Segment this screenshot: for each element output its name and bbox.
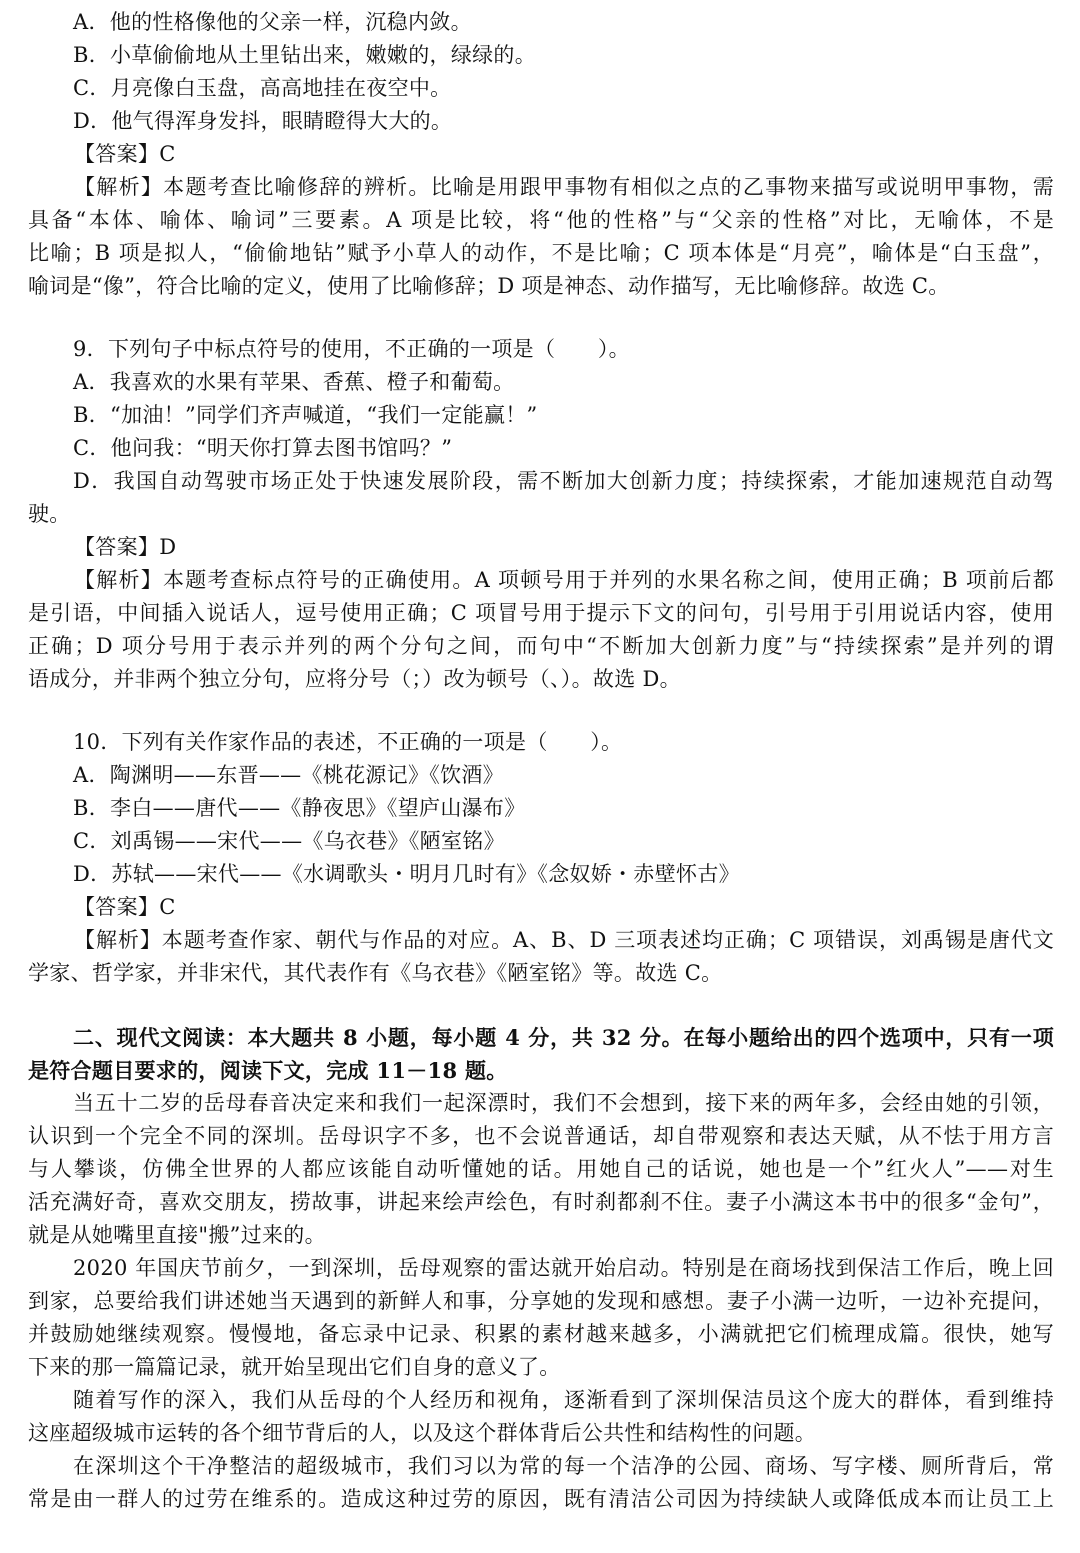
analysis-line: 比喻；B 项是拟人，“偷偷地钻”赋予小草人的动作，不是比喻；C 项本体是“月亮”，喻体是“白玉盘”， <box>28 241 1054 265</box>
question-10 <box>28 726 1054 990</box>
question-9 <box>28 333 1054 696</box>
answer: 【答案】C <box>74 895 176 919</box>
option-d: D．我国自动驾驶市场正处于快速发展阶段，需不断加大创新力度；持续探索，才能加速规范自动驾 <box>73 469 1054 493</box>
paragraph-line: 常是由一群人的过劳在维系的。造成这种过劳的原因，既有清洁公司因为持续缺人或降低成本而让员工上 <box>28 1487 1054 1511</box>
question-stem: 9．下列句子中标点符号的使用，不正确的一项是（ ）。 <box>73 337 630 361</box>
option-b: B．小草偷偷地从土里钻出来，嫩嫩的，绿绿的。 <box>73 43 537 67</box>
option-b: B．“加油！”同学们齐声喊道，“我们一定能赢！” <box>73 403 538 427</box>
option-c: C．他问我：“明天你打算去图书馆吗？” <box>73 436 453 460</box>
question-8 <box>28 6 1054 303</box>
section-2 <box>28 1021 1054 1516</box>
analysis-line: 喻词是“像”，符合比喻的定义，使用了比喻修辞；D 项是神态、动作描写，无比喻修辞。故选 C。 <box>28 274 950 298</box>
reading-paragraph <box>28 1450 1054 1516</box>
option-c: C．刘禹锡——宋代——《乌衣巷》《陋室铭》 <box>73 829 505 853</box>
option-d: D．他气得浑身发抖，眼睛瞪得大大的。 <box>73 109 453 133</box>
option-a: A．他的性格像他的父亲一样，沉稳内敛。 <box>73 10 472 34</box>
analysis-line: 语成分，并非两个独立分句，应将分号（；）改为顿号（、）。故选 D。 <box>28 667 681 691</box>
paragraph-line: 在深圳这个干净整洁的超级城市，我们习以为常的每一个洁净的公园、商场、写字楼、厕所背后，常 <box>73 1454 1054 1478</box>
answer: 【答案】D <box>74 535 177 559</box>
analysis-line: 【解析】本题考查标点符号的正确使用。A 项顿号用于并列的水果名称之间，使用正确；B 项前后都 <box>74 568 1054 592</box>
analysis-line: 具备“本体、喻体、喻词”三要素。A 项是比较，将“他的性格”与“父亲的性格”对比，无喻体，不是 <box>28 208 1054 232</box>
spacer <box>28 696 1054 726</box>
section-heading: 二、现代文阅读：本大题共 8 小题，每小题 4 分，共 32 分。在每小题给出的四个选项中，只有一项 <box>73 1025 1054 1050</box>
paragraph-line: 当五十二岁的岳母春音决定来和我们一起深漂时，我们不会想到，接下来的两年多，会经由她的引领， <box>73 1091 1054 1115</box>
spacer <box>28 990 1054 1021</box>
document-page <box>28 6 1054 1516</box>
paragraph-line: 到家，总要给我们讲述她当天遇到的新鲜人和事，分享她的发现和感想。妻子小满一边听，一边补充提问， <box>28 1289 1054 1313</box>
analysis-line: 学家、哲学家，并非宋代，其代表作有《乌衣巷》《陋室铭》等。故选 C。 <box>28 961 723 985</box>
analysis-line: 是引语，中间插入说话人，逗号使用正确；C 项冒号用于提示下文的问句，引号用于引用说话内容，使用 <box>28 601 1054 625</box>
paragraph-line: 就是从她嘴里直接"搬”过来的。 <box>28 1223 326 1247</box>
option-a: A．我喜欢的水果有苹果、香蕉、橙子和葡萄。 <box>73 370 515 394</box>
paragraph-line: 这座超级城市运转的各个细节背后的人，以及这个群体背后公共性和结构性的问题。 <box>28 1421 817 1445</box>
option-d-continued: 驶。 <box>28 502 71 526</box>
option-d: D．苏轼——宋代——《水调歌头・明月几时有》《念奴娇・赤壁怀古》 <box>73 862 740 886</box>
paragraph-line: 活充满好奇，喜欢交朋友，捞故事，讲起来绘声绘色，有时刹都刹不住。妻子小满这本书中的很多“金句”， <box>28 1190 1054 1214</box>
paragraph-line: 下来的那一篇篇记录，就开始呈现出它们自身的意义了。 <box>28 1355 561 1379</box>
analysis-line: 【解析】本题考查比喻修辞的辨析。比喻是用跟甲事物有相似之点的乙事物来描写或说明甲事物，需 <box>74 175 1054 199</box>
reading-paragraph <box>28 1087 1054 1252</box>
reading-paragraph <box>28 1384 1054 1450</box>
analysis-line: 正确；D 项分号用于表示并列的两个分句之间，而句中“不断加大创新力度”与“持续探索”是并列的谓 <box>28 634 1054 658</box>
paragraph-line: 认识到一个完全不同的深圳。岳母识字不多，也不会说普通话，却自带观察和表达天赋，从不怯于用方言 <box>28 1124 1054 1148</box>
option-b: B．李白——唐代——《静夜思》《望庐山瀑布》 <box>73 796 526 820</box>
option-a: A．陶渊明——东晋——《桃花源记》《饮酒》 <box>73 763 504 787</box>
paragraph-line: 2020 年国庆节前夕，一到深圳，岳母观察的雷达就开始启动。特别是在商场找到保洁工作后，晚上回 <box>73 1256 1054 1280</box>
section-heading: 是符合题目要求的，阅读下文，完成 11－18 题。 <box>28 1058 508 1083</box>
analysis-line: 【解析】本题考查作家、朝代与作品的对应。A、B、D 三项表述均正确；C 项错误，刘禹锡是唐代文 <box>74 928 1054 952</box>
paragraph-line: 与人攀谈，仿佛全世界的人都应该能自动听懂她的话。用她自己的话说，她也是一个”红火人”——对生 <box>28 1157 1054 1181</box>
reading-paragraph <box>28 1252 1054 1384</box>
spacer <box>28 303 1054 333</box>
answer: 【答案】C <box>74 142 176 166</box>
option-c: C．月亮像白玉盘，高高地挂在夜空中。 <box>73 76 452 100</box>
question-stem: 10．下列有关作家作品的表述，不正确的一项是（ ）。 <box>73 730 623 754</box>
paragraph-line: 随着写作的深入，我们从岳母的个人经历和视角，逐渐看到了深圳保洁员这个庞大的群体，看到维持 <box>73 1388 1054 1412</box>
paragraph-line: 并鼓励她继续观察。慢慢地，备忘录中记录、积累的素材越来越多，小满就把它们梳理成篇。很快，她写 <box>28 1322 1054 1346</box>
